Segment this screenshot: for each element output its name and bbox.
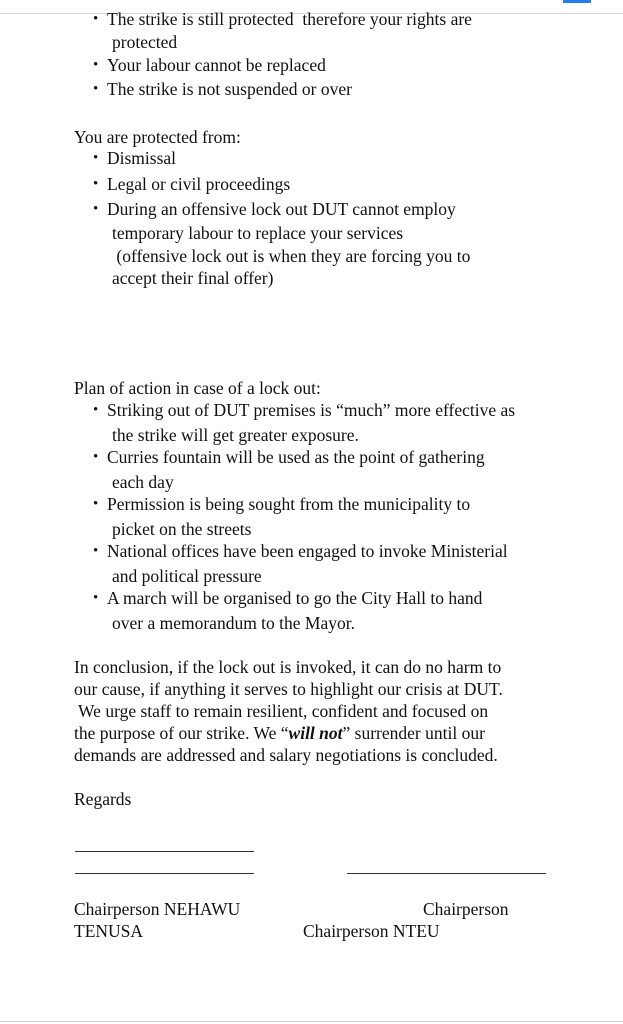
bullet-icon: • xyxy=(93,150,99,166)
plan-heading: Plan of action in case of a lock out: xyxy=(74,378,321,398)
signatory-left-line1: Chairperson NEHAWU xyxy=(74,899,241,919)
conclusion-line-1: In conclusion, if the lock out is invoked, it can do no harm to xyxy=(74,657,502,677)
signatory-right-line2: Chairperson NTEU xyxy=(303,921,440,941)
closing-regards: Regards xyxy=(74,789,132,809)
intro-bullet-1-line2: protected xyxy=(112,32,178,52)
conclusion-line-2: our cause, if anything it serves to highlight our crisis at DUT. xyxy=(74,679,503,699)
protected-heading: You are protected from: xyxy=(74,127,241,147)
protected-bullet-1: Dismissal xyxy=(107,148,177,168)
protected-bullet-3-line3: (offensive lock out is when they are forcing you to xyxy=(112,246,471,266)
signature-line-1 xyxy=(75,851,254,852)
bullet-icon: • xyxy=(93,590,99,606)
conclusion-line-4-end: ” surrender until our xyxy=(342,723,485,743)
protected-bullet-2: Legal or civil proceedings xyxy=(107,174,291,194)
conclusion-line-5: demands are addressed and salary negotiations is concluded. xyxy=(74,745,498,765)
bottom-divider xyxy=(0,1021,623,1022)
plan-bullet-1-line2: the strike will get greater exposure. xyxy=(112,425,359,445)
bullet-icon: • xyxy=(93,543,99,559)
signatory-left-line2: TENUSA xyxy=(74,921,144,941)
plan-bullet-1-line1: Striking out of DUT premises is “much” more effective as xyxy=(107,400,516,420)
bullet-icon: • xyxy=(93,201,99,217)
conclusion-line-4 xyxy=(74,722,485,744)
bullet-icon: • xyxy=(93,81,99,97)
protected-bullet-3-line1: During an offensive lock out DUT cannot employ xyxy=(107,199,456,219)
top-accent-bar xyxy=(563,0,591,3)
bullet-icon: • xyxy=(93,449,99,465)
plan-bullet-5-line1: A march will be organised to go the City Hall to hand xyxy=(107,588,483,608)
intro-bullet-3: The strike is not suspended or over xyxy=(107,79,352,99)
plan-bullet-4-line1: National offices have been engaged to invoke Ministerial xyxy=(107,541,508,561)
plan-bullet-4-line2: and political pressure xyxy=(112,566,262,586)
plan-bullet-2-line1: Curries fountain will be used as the point of gathering xyxy=(107,447,485,467)
bullet-icon: • xyxy=(93,496,99,512)
bullet-icon: • xyxy=(93,402,99,418)
conclusion-line-3: We urge staff to remain resilient, confident and focused on xyxy=(74,701,489,721)
intro-bullet-1-line1: The strike is still protected therefore your rights are xyxy=(107,9,472,29)
plan-bullet-5-line2: over a memorandum to the Mayor. xyxy=(112,613,355,633)
plan-bullet-2-line2: each day xyxy=(112,472,174,492)
protected-bullet-3-line4: accept their final offer) xyxy=(112,268,274,288)
plan-bullet-3-line1: Permission is being sought from the municipality to xyxy=(107,494,471,514)
signature-line-3 xyxy=(347,873,546,874)
emphasis-will-not: will not xyxy=(288,723,343,743)
signature-line-2 xyxy=(75,873,254,874)
bullet-icon: • xyxy=(93,176,99,192)
signatory-right-line1: Chairperson xyxy=(423,899,509,919)
conclusion-line-4-start: the purpose of our strike. We “ xyxy=(74,723,289,743)
protected-bullet-3-line2: temporary labour to replace your services xyxy=(112,223,404,243)
bullet-icon: • xyxy=(93,57,99,73)
bullet-icon: • xyxy=(93,11,99,27)
intro-bullet-2: Your labour cannot be replaced xyxy=(107,55,326,75)
plan-bullet-3-line2: picket on the streets xyxy=(112,519,252,539)
